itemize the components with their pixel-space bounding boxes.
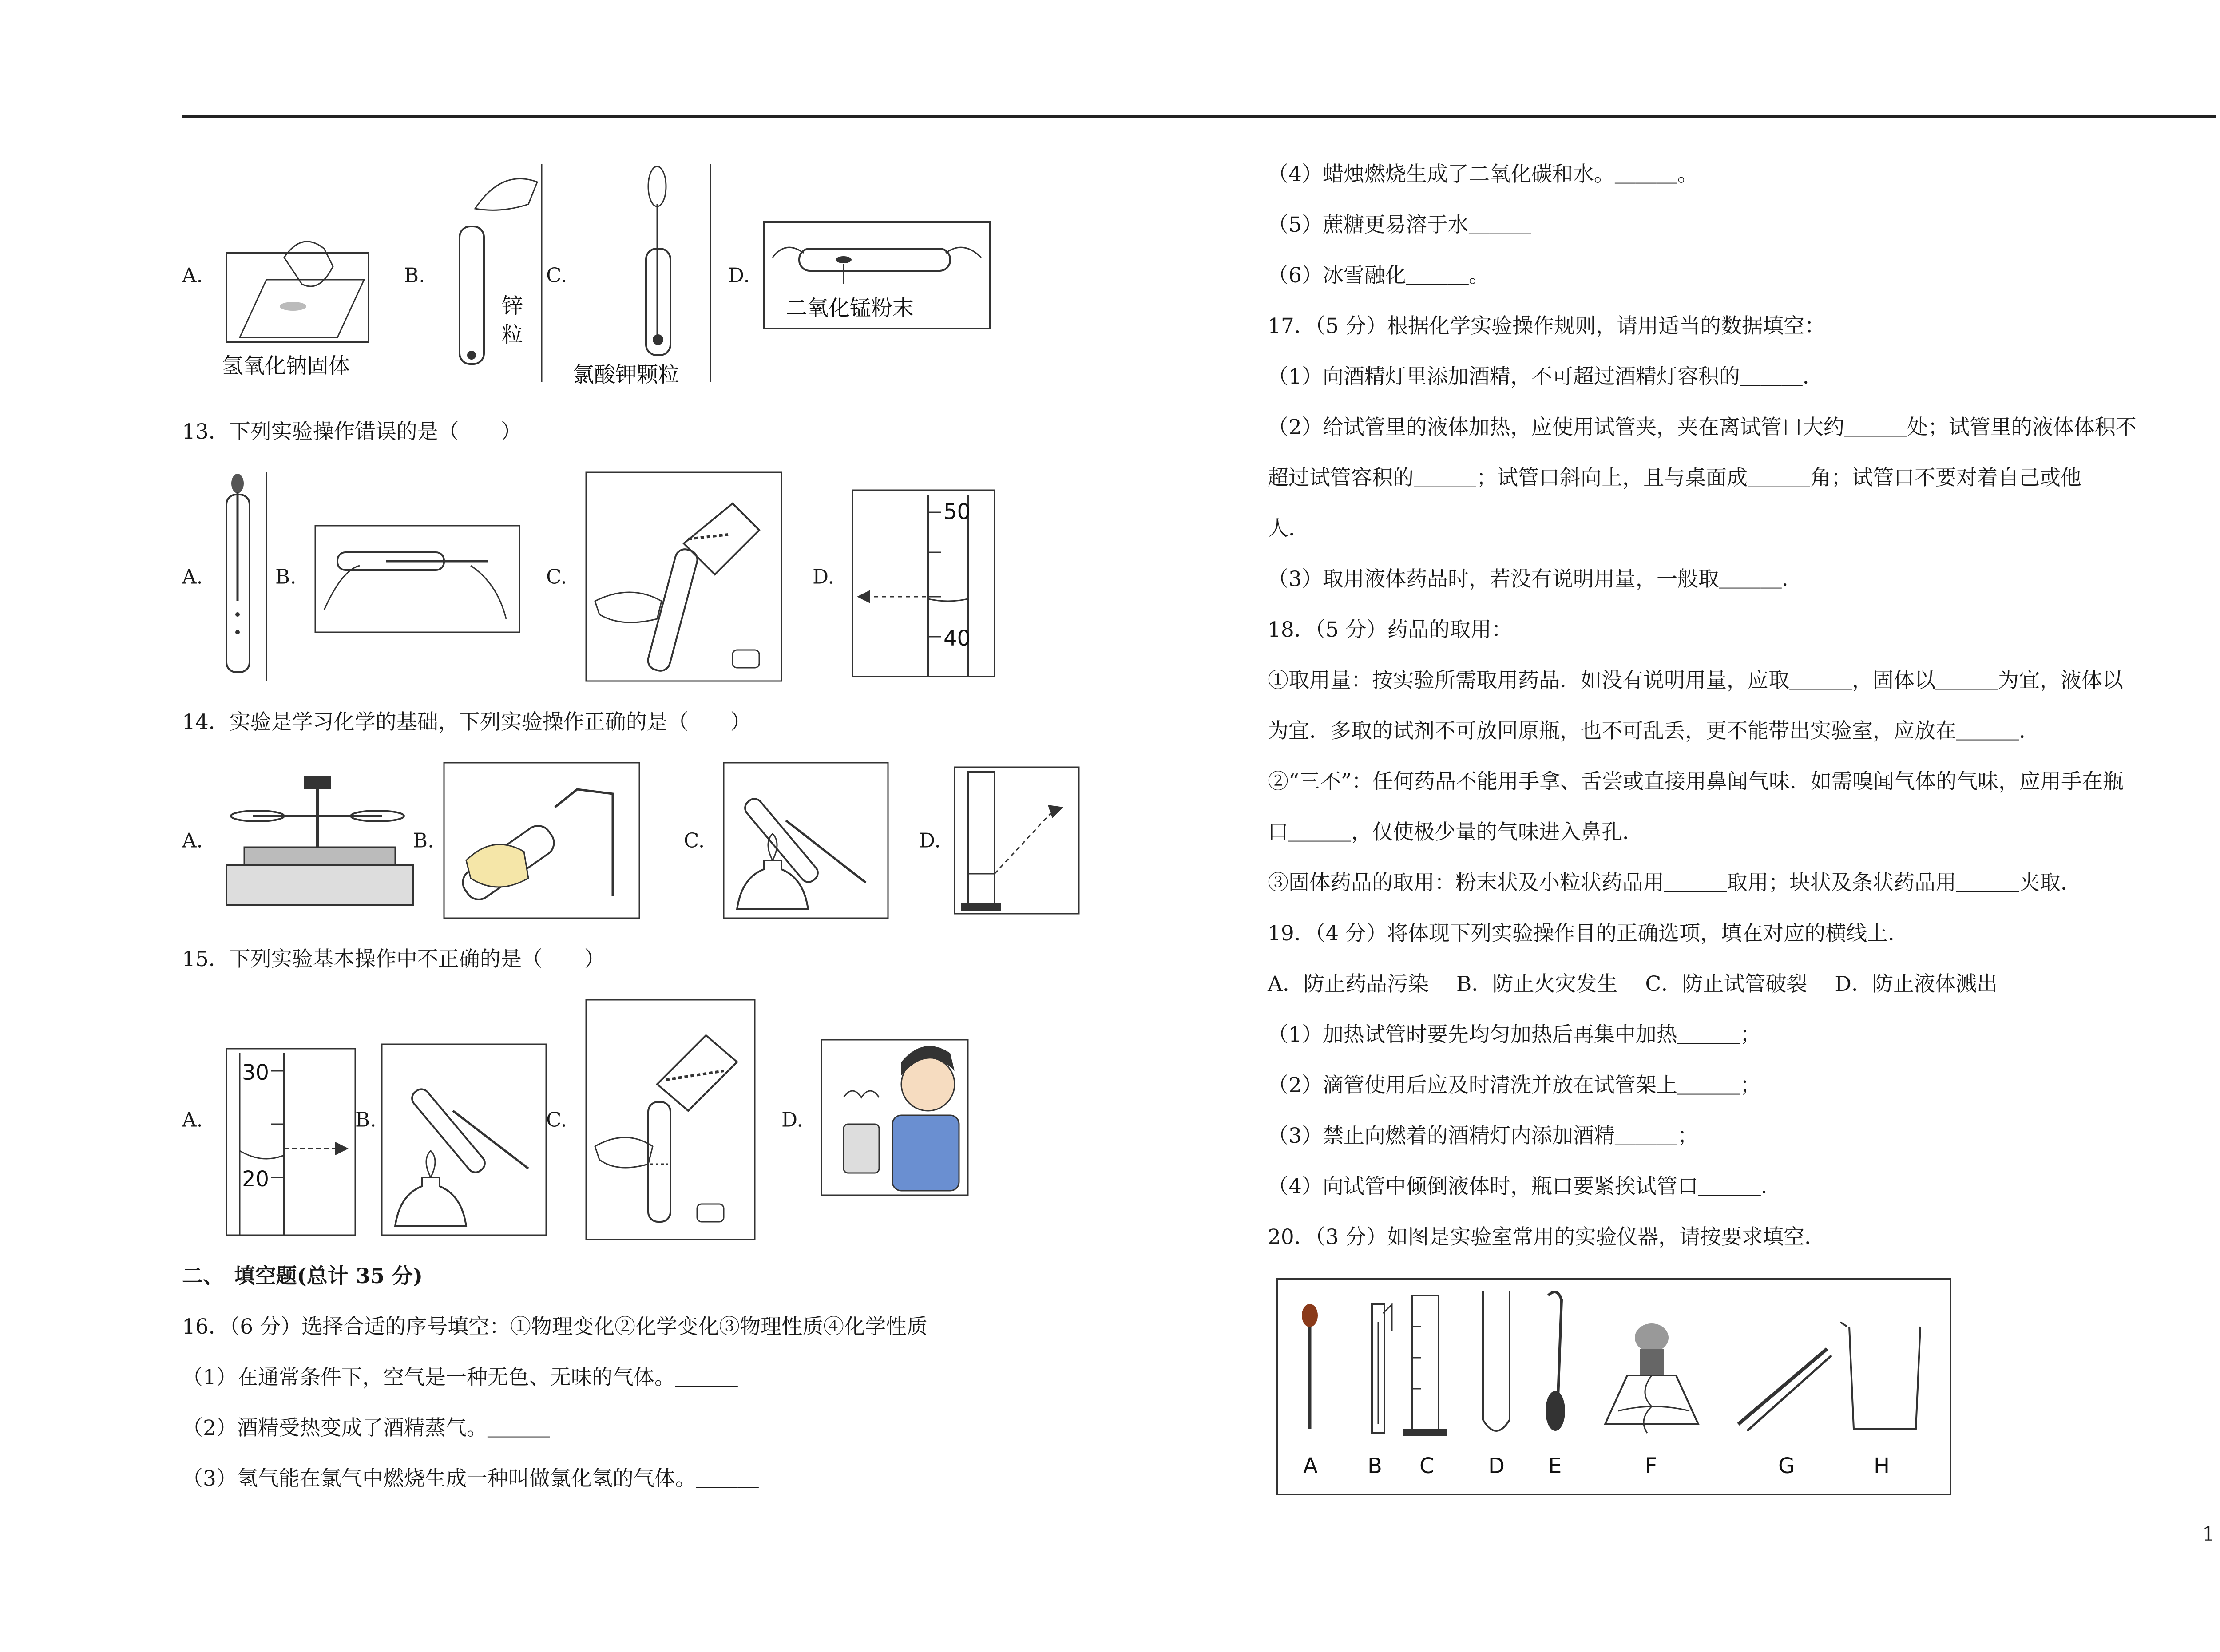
sodium-hydroxide-on-paper-figure	[218, 204, 386, 391]
q15-option-a	[182, 995, 360, 1244]
question-17: 17．（5 分）根据化学实验操作规则，请用适当的数据填空：	[1268, 314, 1826, 338]
question-17-2-line-2: 超过试管容积的＿＿＿；试管口斜向上，且与桌面成＿＿＿角；试管口不要对着自己或他	[1268, 466, 2081, 490]
option-label: C.	[546, 263, 567, 287]
question-18-1-line-1: ①取用量：按实验所需取用药品．如没有说明用量，应取＿＿＿，固体以＿＿＿为宜，液体以	[1268, 668, 2123, 693]
graduated-cylinder-reading-figure	[848, 486, 999, 681]
question-16: 16．（6 分）选择合适的序号填空：①物理变化②化学变化③物理性质④化学性质	[182, 1315, 928, 1339]
question-17-1: （1）向酒精灯里添加酒精，不可超过酒精灯容积的＿＿＿．	[1268, 364, 1824, 389]
q13-option-c	[546, 468, 786, 685]
left-column	[182, 160, 1203, 1515]
q15-option-b	[355, 995, 551, 1244]
option-label: A.	[182, 1108, 203, 1132]
question-16-5: （5）蔗糖更易溶于水＿＿＿	[1268, 213, 1531, 237]
apparatus-drawing	[1276, 1278, 1951, 1495]
q14-option-c	[684, 758, 892, 923]
header-rule	[182, 115, 2216, 118]
potassium-chlorate-tube-figure	[568, 160, 715, 391]
caption-zinc-1: 锌	[502, 293, 523, 318]
balance-scale-figure	[218, 767, 417, 914]
question-19-4: （4）向试管中倾倒液体时，瓶口要紧挨试管口＿＿＿．	[1268, 1174, 1782, 1199]
stopper-into-tube-figure	[440, 758, 644, 923]
q15-figures	[182, 995, 1203, 1244]
cylinder-reading-low-figure	[222, 1044, 360, 1240]
apparatus-letter-f: F	[1645, 1454, 1657, 1478]
heating-tube-figure	[719, 758, 892, 923]
apparatus-letter-h: H	[1874, 1454, 1890, 1478]
apparatus-figure	[1276, 1278, 1951, 1495]
heating-tube-flame-figure	[377, 1040, 551, 1240]
tick-50: 50	[944, 499, 971, 524]
pouring-into-tube-figure	[582, 995, 759, 1244]
option-label: D.	[813, 565, 834, 589]
option-label: D.	[728, 263, 750, 287]
dropper-in-tube-figure	[218, 468, 271, 685]
tick-30: 30	[242, 1060, 270, 1085]
test-tube-holder-icon	[1372, 1304, 1392, 1433]
question-19-1: （1）加热试管时要先均匀加热后再集中加热＿＿＿；	[1268, 1022, 1761, 1047]
option-label: B.	[404, 263, 425, 287]
pouring-liquid-figure	[582, 468, 786, 685]
option-label: C.	[546, 1108, 567, 1132]
q12-option-c	[546, 160, 715, 391]
question-16-1: （1）在通常条件下，空气是一种无色、无味的气体。＿＿＿	[182, 1365, 738, 1390]
apparatus-letter-e: E	[1548, 1454, 1562, 1478]
option-label: C.	[546, 565, 567, 589]
graduated-cylinder-icon	[1403, 1295, 1447, 1436]
q13-option-b	[275, 468, 524, 685]
q15-option-d	[781, 995, 972, 1244]
tick-20: 20	[242, 1167, 270, 1192]
question-18-3: ③固体药品的取用：粉末状及小粒状药品用＿＿＿取用；块状及条状药品用＿＿＿夹取．	[1268, 871, 2081, 895]
question-14: 14．实验是学习化学的基础，下列实验操作正确的是（ ）	[182, 710, 751, 734]
question-16-4: （4）蜡烛燃烧生成了二氧化碳和水。＿＿＿。	[1268, 162, 1698, 186]
option-label: B.	[413, 828, 434, 852]
question-18: 18．（5 分）药品的取用：	[1268, 618, 1513, 642]
caption-manganese-dioxide: 二氧化锰粉末	[786, 296, 914, 321]
question-18-2-line-1: ②“三不”：任何药品不能用手拿、舌尝或直接用鼻闻气味．如需嗅闻气体的气味，应用手在瓶	[1268, 769, 2124, 794]
tweezers-icon	[1738, 1349, 1832, 1431]
q14-option-d	[919, 758, 1083, 923]
q13-option-a	[182, 468, 271, 685]
zinc-granules-tube-figure	[435, 160, 546, 391]
question-19-3: （3）禁止向燃着的酒精灯内添加酒精＿＿＿；	[1268, 1124, 1698, 1148]
medicine-spoon-icon	[1546, 1292, 1565, 1431]
question-17-3: （3）取用液体药品时，若没有说明用量，一般取＿＿＿．	[1268, 567, 1803, 591]
apparatus-letter-c: C	[1419, 1454, 1435, 1478]
question-19-2: （2）滴管使用后应及时清洗并放在试管架上＿＿＿；	[1268, 1073, 1761, 1097]
question-17-2-line-1: （2）给试管里的液体加热，应使用试管夹，夹在离试管口大约＿＿＿处；试管里的液体体积不	[1268, 415, 2137, 440]
question-19-options: A．防止药品污染 B．防止火灾发生 C．防止试管破裂 D．防止液体溅出	[1268, 972, 1998, 996]
test-tube-clamp-figure	[311, 521, 524, 637]
q14-option-b	[413, 758, 644, 923]
apparatus-letter-b: B	[1368, 1454, 1382, 1478]
smelling-gas-boy-figure	[817, 1035, 972, 1200]
question-18-2-line-2: 口＿＿＿，仅使极少量的气味进入鼻孔．	[1268, 820, 1643, 844]
question-17-2-line-3: 人．	[1268, 516, 1309, 541]
option-label: B.	[355, 1108, 377, 1132]
q13-option-d	[813, 468, 999, 685]
alcohol-lamp-icon	[1605, 1323, 1698, 1433]
right-column	[1268, 160, 2213, 1495]
q15-option-c	[546, 995, 759, 1244]
option-label: A.	[182, 828, 203, 852]
apparatus-letter-d: D	[1488, 1454, 1505, 1478]
option-label: D.	[919, 828, 941, 852]
q12-option-b	[404, 160, 546, 391]
page-number: 1	[2202, 1523, 2215, 1545]
question-20: 20．（3 分）如图是实验室常用的实验仪器，请按要求填空．	[1268, 1225, 1826, 1249]
question-16-2: （2）酒精受热变成了酒精蒸气。＿＿＿	[182, 1416, 550, 1440]
q14-option-a	[182, 758, 417, 923]
q12-option-d	[728, 160, 1003, 391]
q12-option-a	[182, 160, 386, 391]
tick-40: 40	[944, 626, 971, 651]
q13-figures	[182, 468, 1203, 685]
option-label: D.	[781, 1108, 803, 1132]
q14-figures	[182, 758, 1203, 923]
option-label: B.	[275, 565, 297, 589]
apparatus-letter-g: G	[1778, 1454, 1795, 1478]
section-2-title: 二、 填空题(总计 35 分)	[182, 1264, 423, 1288]
manganese-dioxide-tube-figure	[759, 218, 995, 333]
option-label: C.	[684, 828, 705, 852]
apparatus-letter-a: A	[1303, 1454, 1318, 1478]
question-16-3: （3）氢气能在氯气中燃烧生成一种叫做氯化氢的气体。＿＿＿	[182, 1466, 759, 1491]
question-16-6: （6）冰雪融化＿＿＿。	[1268, 263, 1490, 288]
question-13: 13．下列实验操作错误的是（ ）	[182, 420, 522, 444]
question-19: 19．（4 分）将体现下列实验操作目的正确选项，填在对应的横线上．	[1268, 921, 1909, 946]
dropper-icon	[1302, 1304, 1318, 1429]
beaker-icon	[1840, 1322, 1920, 1429]
option-label: A.	[182, 263, 203, 287]
caption-potassium-chlorate: 氯酸钾颗粒	[573, 362, 680, 387]
cylinder-view-above-figure	[950, 763, 1083, 918]
q12-figures	[182, 160, 1203, 391]
caption-zinc-2: 粒	[502, 322, 523, 347]
question-18-1-line-2: 为宜．多取的试剂不可放回原瓶，也不可乱丢，更不能带出实验室，应放在＿＿＿．	[1268, 719, 2040, 743]
test-tube-icon	[1483, 1291, 1510, 1431]
option-label: A.	[182, 565, 203, 589]
caption-sodium-hydroxide: 氢氧化钠固体	[222, 353, 350, 378]
question-15: 15．下列实验基本操作中不正确的是（ ）	[182, 947, 605, 971]
